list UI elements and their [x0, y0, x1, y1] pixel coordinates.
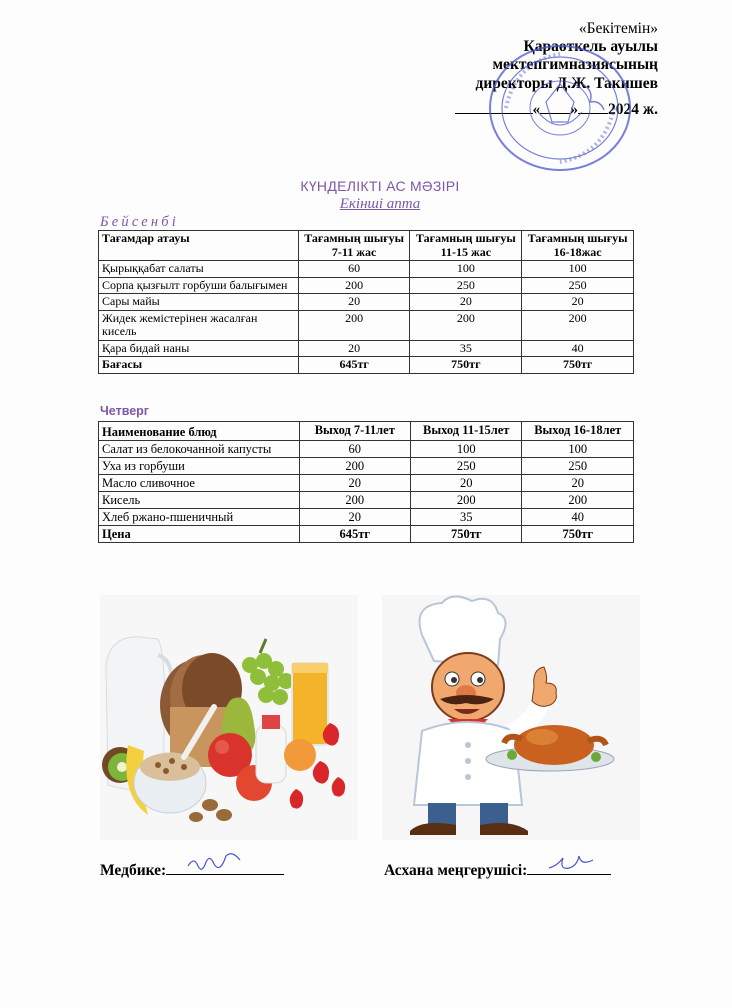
portion-cell: 20 — [410, 294, 522, 311]
price-cell: 750тг — [522, 357, 634, 374]
portion-cell: 250 — [410, 277, 522, 294]
date-quote-close: » — [570, 100, 578, 118]
column-header: Выход 7-11лет — [299, 422, 410, 441]
column-header: Тағамның шығуы 16-18жас — [522, 231, 634, 261]
portion-cell: 20 — [522, 294, 634, 311]
dish-name: Кисель — [99, 492, 300, 509]
portion-cell: 200 — [299, 458, 410, 475]
portion-cell: 60 — [299, 441, 410, 458]
portion-cell: 250 — [522, 458, 634, 475]
dish-name: Масло сливочное — [99, 475, 300, 492]
handwritten-signature — [186, 852, 246, 874]
portion-cell: 200 — [411, 492, 522, 509]
table-row — [99, 261, 634, 278]
portion-cell: 200 — [522, 492, 634, 509]
portion-cell: 20 — [522, 475, 634, 492]
column-header: Выход 16-18лет — [522, 422, 634, 441]
table-header-row — [99, 422, 634, 441]
portion-cell: 200 — [410, 310, 522, 340]
portion-cell: 35 — [410, 340, 522, 357]
approval-line-approve: «Бекітемін» — [578, 20, 658, 37]
nurse-signature — [100, 858, 284, 880]
dish-name: Хлеб ржано-пшеничный — [99, 509, 300, 526]
dish-name: Қырыққабат салаты — [99, 261, 299, 278]
handwritten-signature — [547, 852, 597, 874]
ru-menu-table — [98, 421, 634, 543]
portion-cell: 40 — [522, 340, 634, 357]
portion-cell: 100 — [522, 261, 634, 278]
portion-cell: 40 — [522, 509, 634, 526]
table-header-row — [99, 231, 634, 261]
column-header: Тағамның шығуы 11-15 жас — [410, 231, 522, 261]
portion-cell: 200 — [299, 492, 410, 509]
portion-cell: 200 — [298, 277, 410, 294]
table-row — [99, 492, 634, 509]
portion-cell: 20 — [411, 475, 522, 492]
table-row — [99, 340, 634, 357]
column-header: Тағамдар атауы — [99, 231, 299, 261]
table-row — [99, 310, 634, 340]
dish-name: Сары майы — [99, 294, 299, 311]
table-row — [99, 277, 634, 294]
column-header: Тағамның шығуы 7-11 жас — [298, 231, 410, 261]
approval-line-director: директоры Д.Ж. Такишев — [475, 74, 658, 92]
portion-cell: 60 — [298, 261, 410, 278]
dish-name: Жидек жемістерінен жасалған кисель — [99, 310, 299, 340]
canteen-head-signature-line — [527, 858, 611, 875]
portion-cell: 20 — [299, 475, 410, 492]
dish-name: Қара бидай наны — [99, 340, 299, 357]
school-seal-stamp — [486, 42, 634, 174]
portion-cell: 100 — [411, 441, 522, 458]
price-label: Цена — [99, 526, 300, 543]
table-row — [99, 475, 634, 492]
table-row — [99, 458, 634, 475]
price-cell: 750тг — [522, 526, 634, 543]
portion-cell: 250 — [522, 277, 634, 294]
price-cell: 645тг — [299, 526, 410, 543]
price-label: Бағасы — [99, 357, 299, 374]
ru-day-heading: Четверг — [100, 404, 150, 418]
price-cell: 750тг — [411, 526, 522, 543]
kz-day-heading: Бейсенбі — [100, 214, 180, 230]
portion-cell: 20 — [299, 509, 410, 526]
canteen-head-label: Асхана меңгерушісі: — [384, 862, 528, 879]
table-row — [99, 441, 634, 458]
approval-line-village: Қараөткель ауылы — [523, 38, 658, 56]
dish-name: Сорпа қызғылт горбуши балығымен — [99, 277, 299, 294]
price-cell: 750тг — [410, 357, 522, 374]
portion-cell: 200 — [298, 310, 410, 340]
canteen-head-signature — [384, 858, 611, 880]
approval-line-school: мектепгимназиясының — [492, 56, 658, 74]
portion-cell: 20 — [298, 294, 410, 311]
column-header: Выход 11-15лет — [411, 422, 522, 441]
portion-cell: 100 — [410, 261, 522, 278]
date-quote-open: « — [532, 100, 541, 118]
kz-menu-table — [98, 230, 634, 374]
portion-cell: 35 — [411, 509, 522, 526]
page-title: КҮНДЕЛІКТІ АС МӘЗІРІ — [300, 178, 460, 194]
date-year: 2024 ж. — [608, 100, 658, 118]
page-subtitle: Екінші апта — [339, 196, 421, 212]
portion-cell: 200 — [522, 310, 634, 340]
price-row — [99, 357, 634, 374]
column-header: Наименование блюд — [99, 422, 300, 441]
price-row — [99, 526, 634, 543]
dish-name: Салат из белокочанной капусты — [99, 441, 300, 458]
portion-cell: 100 — [522, 441, 634, 458]
table-row — [99, 509, 634, 526]
chef-illustration — [382, 595, 640, 840]
dish-name: Уха из горбуши — [99, 458, 300, 475]
price-cell: 645тг — [298, 357, 410, 374]
nurse-signature-line — [166, 858, 284, 875]
healthy-food-illustration — [100, 595, 358, 840]
nurse-label: Медбике: — [100, 862, 167, 879]
table-row — [99, 294, 634, 311]
portion-cell: 250 — [411, 458, 522, 475]
portion-cell: 20 — [298, 340, 410, 357]
